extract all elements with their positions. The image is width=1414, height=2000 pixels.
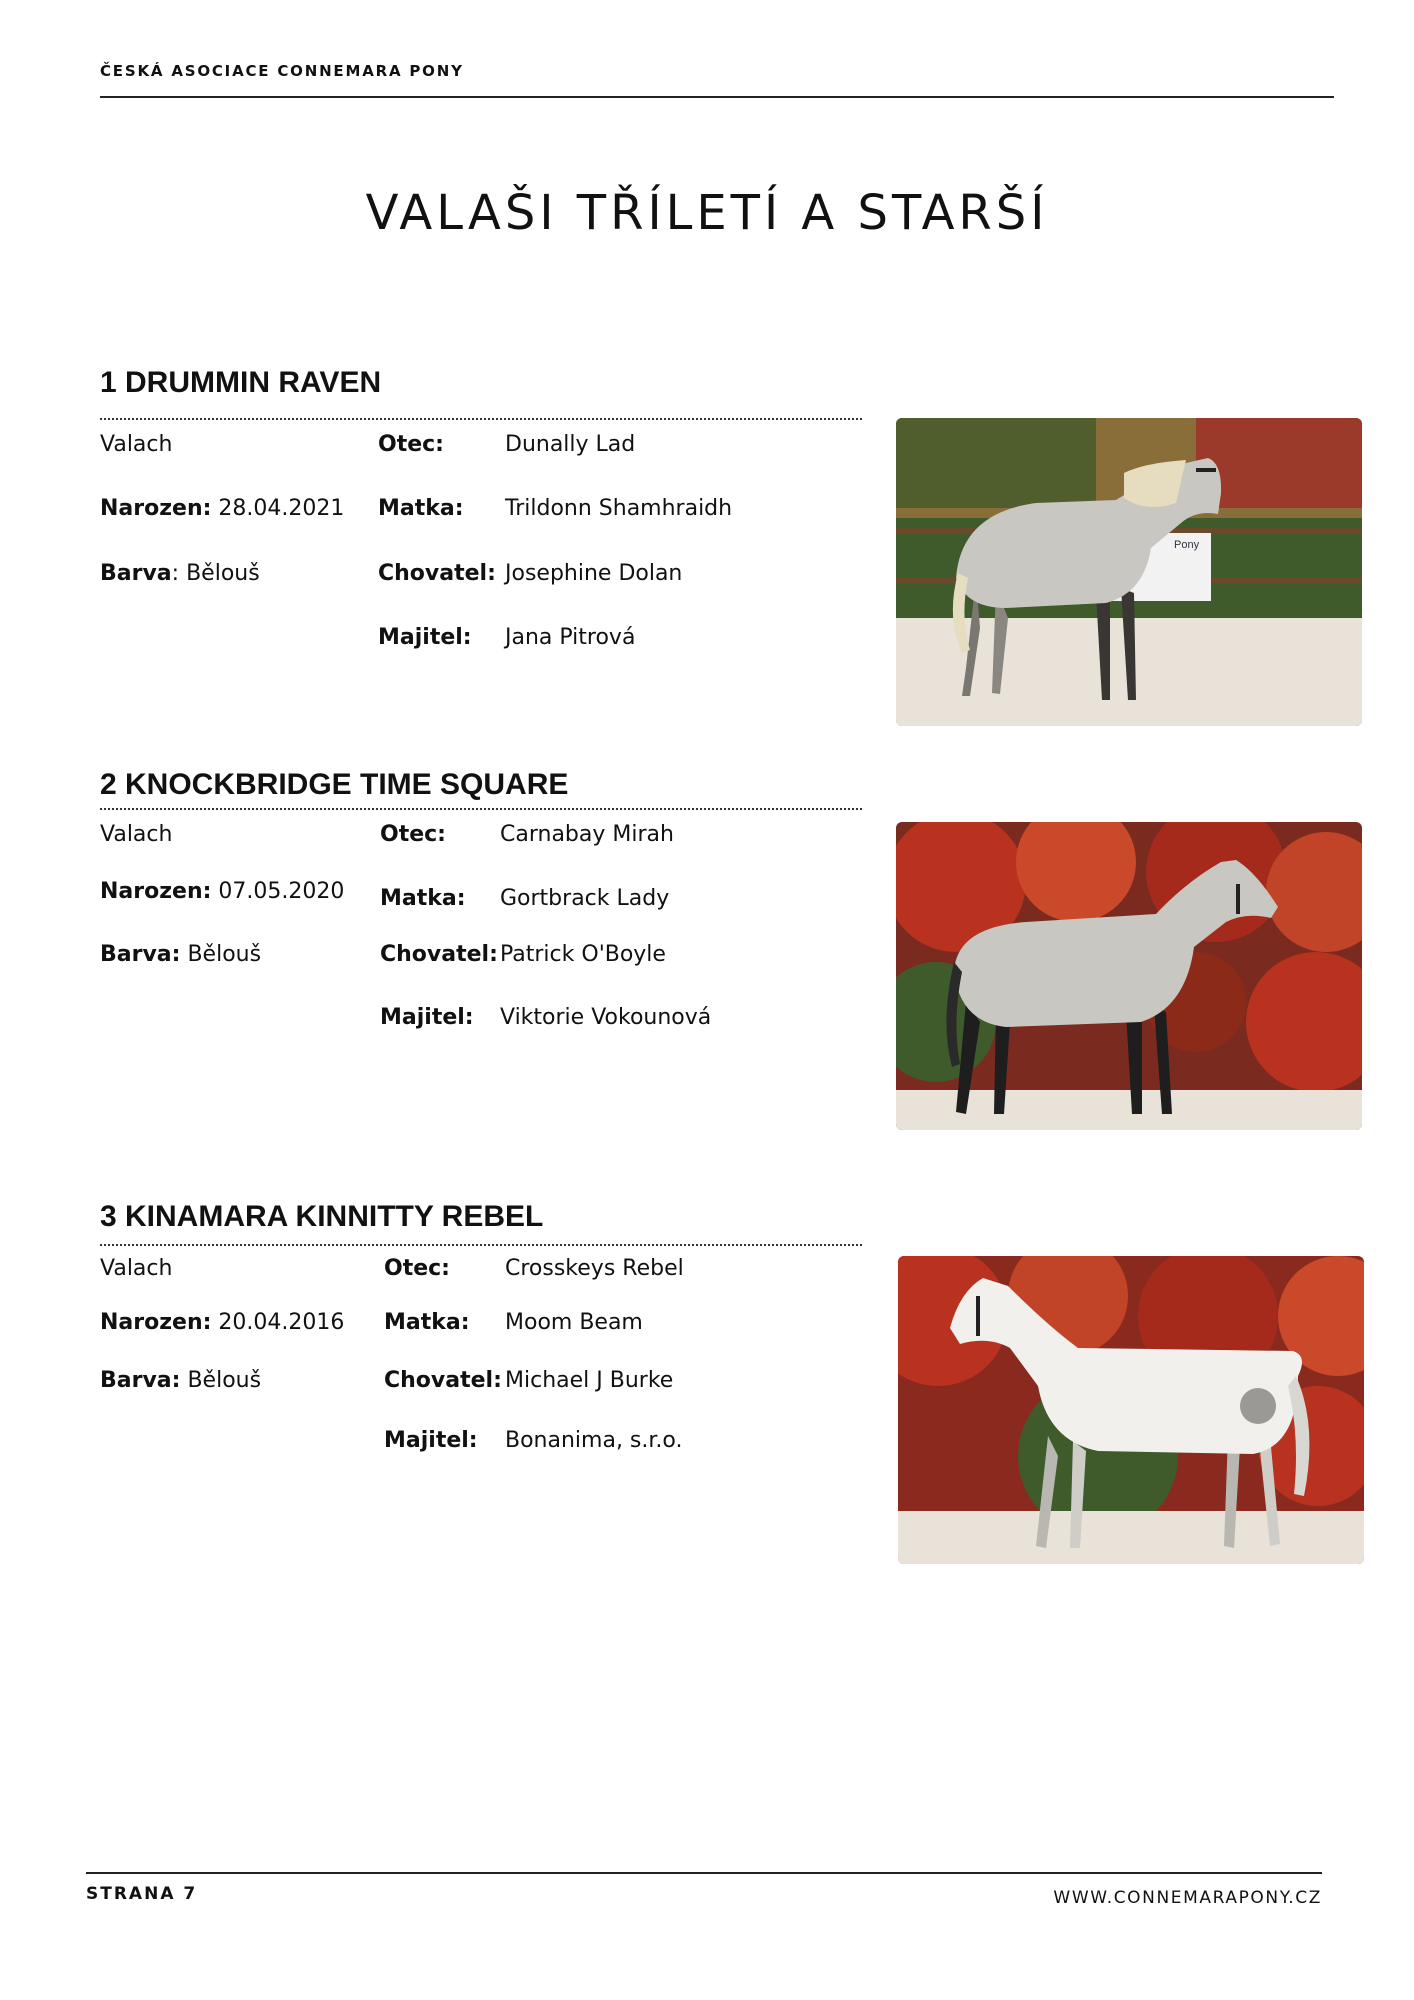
born-value: 07.05.2020 xyxy=(218,879,345,904)
color-row xyxy=(100,942,261,967)
color-separator: : xyxy=(171,942,181,967)
horse-photo xyxy=(896,418,1362,726)
color-label: Barva xyxy=(100,561,172,586)
owner-label: Majitel: xyxy=(378,625,472,650)
dam-label: Matka: xyxy=(378,496,464,521)
sire-value: Carnabay Mirah xyxy=(500,822,674,847)
color-label: Barva xyxy=(100,942,172,967)
header-organization: ČESKÁ ASOCIACE CONNEMARA PONY xyxy=(100,62,464,80)
color-label: Barva xyxy=(100,1368,172,1393)
sire-label: Otec: xyxy=(380,822,446,847)
sire-label: Otec: xyxy=(378,432,444,457)
entry-3 xyxy=(100,1200,1360,1570)
sire-value: Dunally Lad xyxy=(505,432,636,457)
breeder-label: Chovatel: xyxy=(384,1368,502,1393)
page-title: VALAŠI TŘÍLETÍ A STARŠÍ xyxy=(365,185,1049,241)
breeder-label: Chovatel: xyxy=(380,942,498,967)
header-divider xyxy=(100,96,1334,98)
color-row xyxy=(100,561,260,586)
entry-title: 3 KINAMARA KINNITTY REBEL xyxy=(100,1200,544,1233)
entry-title: 1 DRUMMIN RAVEN xyxy=(100,366,382,399)
born-row xyxy=(100,1310,344,1335)
owner-value: Bonanima, s.r.o. xyxy=(505,1428,683,1453)
owner-value: Viktorie Vokounová xyxy=(500,1005,712,1030)
photo-sign-text: Pony xyxy=(1174,539,1200,551)
sex-value: Valach xyxy=(100,432,173,457)
entry-divider xyxy=(100,1244,862,1246)
breeder-value: Patrick O'Boyle xyxy=(500,942,666,967)
dam-value: Moom Beam xyxy=(505,1310,643,1335)
breeder-label: Chovatel: xyxy=(378,561,496,586)
sire-label: Otec: xyxy=(384,1256,450,1281)
sex-value: Valach xyxy=(100,822,173,847)
owner-label: Majitel: xyxy=(380,1005,474,1030)
horse-photo xyxy=(898,1256,1364,1564)
born-label: Narozen: xyxy=(100,496,212,521)
dam-value: Trildonn Shamhraidh xyxy=(505,496,733,521)
dam-label: Matka: xyxy=(380,886,466,911)
born-label: Narozen: xyxy=(100,879,212,904)
entry-title: 2 KNOCKBRIDGE TIME SQUARE xyxy=(100,768,569,801)
born-value: 28.04.2021 xyxy=(218,496,345,521)
color-separator: : xyxy=(171,1368,181,1393)
owner-value: Jana Pitrová xyxy=(505,625,636,650)
owner-label: Majitel: xyxy=(384,1428,478,1453)
entry-divider xyxy=(100,418,862,420)
entry-divider xyxy=(100,808,862,810)
website-link[interactable]: WWW.CONNEMARAPONY.CZ xyxy=(1053,1888,1322,1908)
horse-photo xyxy=(896,822,1362,1130)
color-value: Bělouš xyxy=(187,1368,262,1393)
footer-divider xyxy=(86,1872,1322,1874)
color-value: Bělouš xyxy=(187,942,262,967)
sire-value: Crosskeys Rebel xyxy=(505,1256,684,1281)
breeder-value: Josephine Dolan xyxy=(505,561,683,586)
dam-value: Gortbrack Lady xyxy=(500,886,670,911)
dam-label: Matka: xyxy=(384,1310,470,1335)
breeder-value: Michael J Burke xyxy=(505,1368,674,1393)
born-row xyxy=(100,496,344,521)
born-label: Narozen: xyxy=(100,1310,212,1335)
color-value: Bělouš xyxy=(186,561,260,586)
born-row xyxy=(100,879,344,904)
color-row xyxy=(100,1368,261,1393)
entry-2 xyxy=(100,768,1360,1138)
entry-1 xyxy=(100,366,1360,736)
born-value: 20.04.2016 xyxy=(218,1310,345,1335)
color-separator: : xyxy=(171,561,180,586)
sex-value: Valach xyxy=(100,1256,173,1281)
page-number: STRANA 7 xyxy=(86,1884,198,1904)
